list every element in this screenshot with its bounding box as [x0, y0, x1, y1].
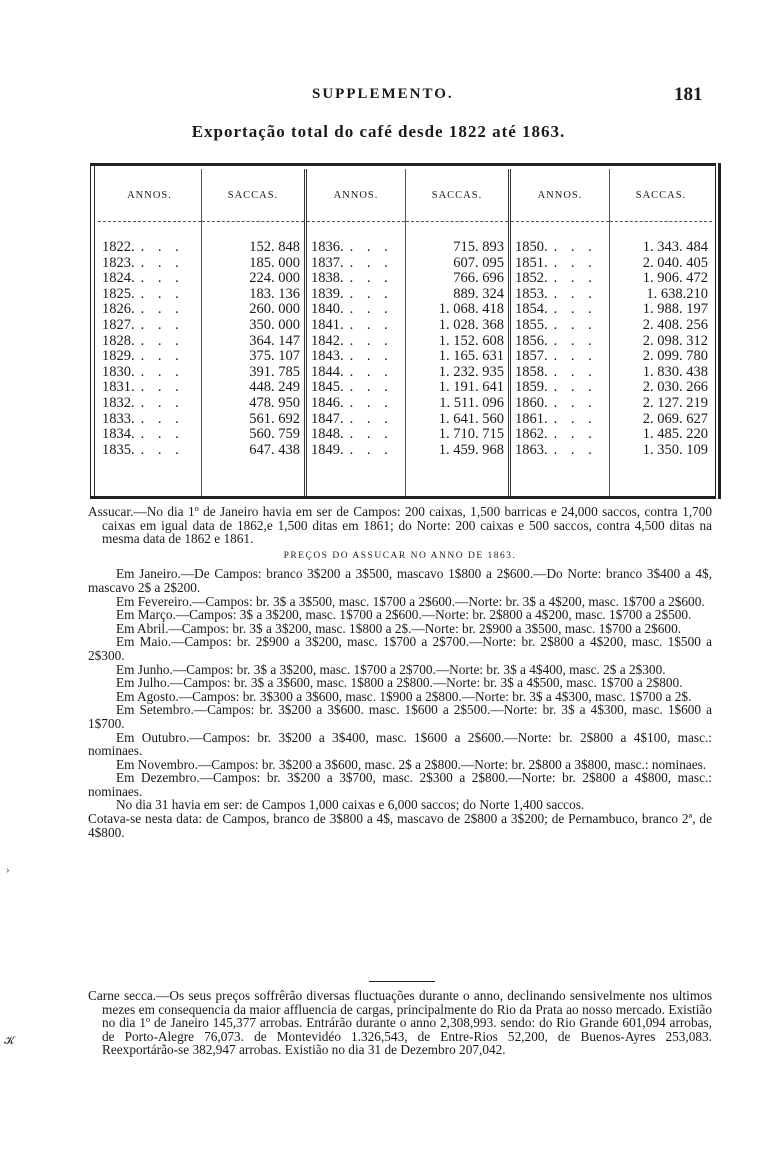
sacks-cell: 375. 107	[249, 348, 300, 365]
sugar-closing-quotes: Cotava-se nesta data: de Campos, branco de 3$800 a 4$, mascavo de 2$800 a 3$200; de Pernambuco, branco 2ª, de 4$800.	[88, 811, 712, 840]
monthly-price-entry: Em Junho.—Campos: br. 3$ a 3$200, masc. 1$700 a 2$700.—Norte: br. 3$ a 4$400, masc. 2$ a 2$300.	[116, 661, 666, 677]
year-cell: 1829. . . .	[102, 348, 184, 365]
dried-meat-paragraph: Carne secca.—Os seus preços soffrêrão diversas fluctuações durante o anno, declinando sensivelmente nos ultimos mezes em consequencia da maior affluencia de cargas, principalmente do Rio da Prata ao nosso mercado. Existião no dia 1º de Janeiro 145,377 arrobas. Entrárão durante o anno 2,308,993. sendo: do Rio Grande 601,094 arrobas, de Porto-Alegre 76,073. de Montevidéo 1.326,543, de Entre-Rios 52,200, de Buenos-Ayres 253,083. Reexportárão-se 382,947 arrobas. Existião no dia 31 de Dezembro 207,042.	[88, 988, 712, 1058]
monthly-prices-list	[88, 567, 712, 798]
sacks-cell: 1. 459. 968	[438, 441, 504, 458]
sacks-cell: 561. 692	[249, 410, 300, 427]
sacks-cell: 1. 152. 608	[438, 332, 504, 349]
year-cell: 1842. . . .	[311, 332, 393, 349]
sacks-cell: 1. 830. 438	[642, 363, 708, 380]
monthly-price-entry: Em Abril.—Campos: br. 3$ a 3$200, masc. 1$800 a 2$.—Norte: br. 2$900 a 3$500, masc. 1$700 a 2$600.	[116, 620, 682, 636]
sacks-header: SACCAS.	[610, 169, 712, 222]
sacks-column	[609, 169, 712, 496]
year-cell: 1848. . . .	[311, 426, 393, 443]
sacks-cell: 2. 040. 405	[642, 254, 708, 271]
years-column	[511, 169, 609, 496]
sugar-intro: Assucar.—No dia 1º de Janeiro havia em ser de Campos: 200 caixas, 1,500 barricas e 24,000 saccos, contra 1,700 caixas em igual data de 1862,e 1,500 ditas em 1861; do Norte: 200 caixas e 500 saccos, contra 4,500 ditas na mesma data de 1862 e 1861.	[88, 504, 712, 547]
monthly-price-entry: Em Julho.—Campos: br. 3$ a 3$600, masc. 1$800 a 2$800.—Norte: br. 3$ a 4$500, masc. 1$700 a 2$800.	[116, 675, 683, 691]
year-cell: 1843. . . .	[311, 348, 393, 365]
year-cell: 1858. . . .	[515, 363, 597, 380]
sacks-cell: 185. 000	[249, 254, 300, 271]
year-cell: 1845. . . .	[311, 379, 393, 396]
year-cell: 1847. . . .	[311, 410, 393, 427]
year-cell: 1861. . . .	[515, 410, 597, 427]
sugar-closing-stock: No dia 31 havia em ser: de Campos 1,000 caixas e 6,000 saccos; do Norte 1,400 saccos.	[116, 797, 585, 813]
monthly-price-entry: Em Fevereiro.—Campos: br. 3$ a 3$500, masc. 1$700 a 2$600.—Norte: br. 3$ a 4$200, masc. 1$700 a 2$600.	[116, 593, 705, 609]
sacks-cell: 224. 000	[249, 270, 300, 287]
year-cell: 1859. . . .	[515, 379, 597, 396]
table-column-group	[98, 169, 304, 496]
coffee-export-table	[90, 163, 716, 499]
year-cell: 1851. . . .	[515, 254, 597, 271]
year-cell: 1856. . . .	[515, 332, 597, 349]
years-column	[307, 169, 405, 496]
monthly-price-entry: Em Março.—Campos: 3$ a 3$200, masc. 1$700 a 2$600.—Norte: br. 2$800 a 4$200, masc. 1$700 a 2$500.	[116, 607, 692, 623]
year-cell: 1828. . . .	[102, 332, 184, 349]
year-cell: 1830. . . .	[102, 363, 184, 380]
sacks-cell: 2. 069. 627	[642, 410, 708, 427]
year-cell: 1827. . . .	[102, 316, 184, 333]
dried-meat-section	[88, 989, 712, 1057]
year-cell: 1862. . . .	[515, 426, 597, 443]
table-column-group	[508, 169, 712, 496]
year-cell: 1849. . . .	[311, 441, 393, 458]
sacks-cell: 350. 000	[249, 316, 300, 333]
year-cell: 1855. . . .	[515, 316, 597, 333]
table-column-group	[304, 169, 508, 496]
sacks-cell: 715. 893	[453, 239, 504, 255]
years-header: ANNOS.	[98, 169, 201, 222]
year-cell: 1826. . . .	[102, 301, 184, 318]
year-cell: 1825. . . .	[102, 285, 184, 302]
year-cell: 1846. . . .	[311, 394, 393, 411]
years-header: ANNOS.	[511, 169, 609, 222]
sacks-cell: 1. 906. 472	[642, 270, 708, 287]
sacks-header: SACCAS.	[202, 169, 304, 222]
sacks-cell: 1. 511. 096	[439, 394, 504, 411]
year-cell: 1832. . . .	[102, 394, 184, 411]
year-cell: 1839. . . .	[311, 285, 393, 302]
sacks-cell: 364. 147	[249, 332, 300, 349]
monthly-price-entry: Em Agosto.—Campos: br. 3$300 a 3$600, masc. 1$900 a 2$800.—Norte: br. 3$ a 4$300, masc. 1$700 a 2$.	[116, 688, 692, 704]
sacks-cell: 2. 098. 312	[642, 332, 708, 349]
year-cell: 1838. . . .	[311, 270, 393, 287]
sacks-cell: 647. 438	[249, 441, 300, 458]
year-cell: 1850. . . .	[515, 239, 597, 255]
sacks-cell: 1. 343. 484	[642, 239, 708, 255]
sacks-cell: 1. 068. 418	[438, 301, 504, 318]
sacks-cell: 1. 710. 715	[438, 426, 504, 443]
sacks-cell: 560. 759	[249, 426, 300, 443]
monthly-price-entry: Em Novembro.—Campos: br. 3$200 a 3$600, masc. 2$ a 2$800.—Norte: br. 2$800 a 3$800, masc.: nominaes.	[116, 756, 707, 772]
year-cell: 1833. . . .	[102, 410, 184, 427]
sacks-cell: 260. 000	[249, 301, 300, 318]
table-title: Exportação total do café desde 1822 até 1863.	[191, 122, 566, 141]
sacks-cell: 607. 095	[453, 254, 504, 271]
margin-mark: ›	[6, 864, 10, 876]
sacks-column	[201, 169, 304, 496]
year-cell: 1844. . . .	[311, 363, 393, 380]
margin-mark: 𝓚	[4, 1035, 15, 1047]
year-cell: 1835. . . .	[102, 441, 184, 458]
sacks-cell: 448. 249	[249, 379, 300, 396]
sacks-cell: 1. 165. 631	[438, 348, 504, 365]
sacks-cell: 2. 127. 219	[642, 394, 708, 411]
year-cell: 1853. . . .	[515, 285, 597, 302]
year-cell: 1837. . . .	[311, 254, 393, 271]
running-head	[0, 86, 757, 110]
years-header: ANNOS.	[307, 169, 405, 222]
monthly-price-entry: Em Dezembro.—Campos: br. 3$200 a 3$700, masc. 2$300 a 2$800.—Norte: br. 2$800 a 4$800, masc.: nominaes.	[88, 770, 712, 799]
year-cell: 1824. . . .	[102, 270, 184, 287]
sacks-cell: 889. 324	[453, 285, 504, 302]
years-column	[98, 169, 201, 496]
sacks-cell: 391. 785	[249, 363, 300, 380]
monthly-price-entry: Em Setembro.—Campos: br. 3$200 a 3$600. masc. 1$600 a 2$500.—Norte: br. 3$ a 4$300, masc. 1$600 a 1$700.	[88, 702, 712, 731]
sacks-header: SACCAS.	[406, 169, 508, 222]
year-cell: 1836. . . .	[311, 239, 393, 255]
sacks-cell: 1. 028. 368	[438, 316, 504, 333]
sacks-cell: 1. 988. 197	[642, 301, 708, 318]
sacks-cell: 2. 099. 780	[642, 348, 708, 365]
year-cell: 1854. . . .	[515, 301, 597, 318]
year-cell: 1834. . . .	[102, 426, 184, 443]
year-cell: 1860. . . .	[515, 394, 597, 411]
year-cell: 1822. . . .	[102, 239, 184, 255]
monthly-price-entry: Em Outubro.—Campos: br. 3$200 a 3$400, masc. 1$600 a 2$600.—Norte: br. 2$800 a 4$100, masc.: nominaes.	[88, 729, 712, 759]
sacks-cell: 478. 950	[249, 394, 300, 411]
section-divider	[369, 981, 435, 982]
sacks-cell: 2. 030. 266	[642, 379, 708, 396]
sacks-cell: 1. 641. 560	[438, 410, 504, 427]
sugar-section	[88, 505, 712, 839]
year-cell: 1841. . . .	[311, 316, 393, 333]
sacks-cell: 1. 232. 935	[438, 363, 504, 380]
sacks-column	[405, 169, 508, 496]
sacks-cell: 152. 848	[249, 239, 300, 255]
monthly-price-entry: Em Janeiro.—De Campos: branco 3$200 a 3$500, mascavo 1$800 a 2$600.—Do Norte: branco 3$400 a 4$, mascavo 2$ a 2$200.	[88, 566, 712, 595]
sacks-cell: 766. 696	[453, 270, 504, 287]
sacks-cell: 183. 136	[249, 285, 300, 302]
monthly-price-entry: Em Maio.—Campos: br. 2$900 a 3$200, masc. 1$700 a 2$700.—Norte: br. 2$800 a 4$200, masc. 1$500 a 2$300.	[88, 634, 712, 663]
sacks-cell: 1. 638.210	[646, 285, 708, 302]
year-cell: 1852. . . .	[515, 270, 597, 287]
year-cell: 1840. . . .	[311, 301, 393, 318]
sacks-cell: 2. 408. 256	[642, 316, 708, 333]
page-number: 181	[674, 84, 703, 105]
running-title: SUPPLEMENTO.	[312, 86, 454, 102]
sacks-cell: 1. 350. 109	[642, 441, 708, 458]
year-cell: 1831. . . .	[102, 379, 184, 396]
sugar-prices-heading: PREÇOS DO ASSUCAR NO ANNO DE 1863.	[283, 550, 517, 561]
year-cell: 1863. . . .	[515, 441, 597, 458]
year-cell: 1857. . . .	[515, 348, 597, 365]
sacks-cell: 1. 191. 641	[438, 379, 504, 396]
year-cell: 1823. . . .	[102, 254, 184, 271]
sacks-cell: 1. 485. 220	[642, 426, 708, 443]
